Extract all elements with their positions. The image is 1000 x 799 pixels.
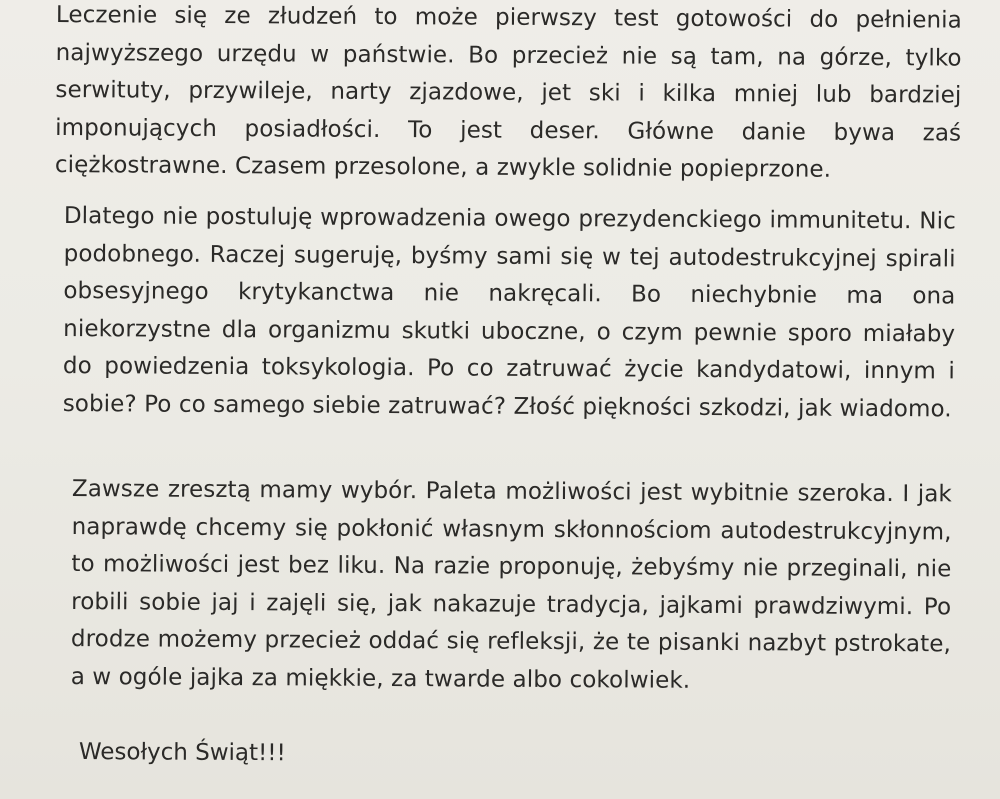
paragraph-2: Dlatego nie postuluję wprowadzenia owego prezydenckiego immunitetu. Nic podobnego. Raczej sugeruję, byśmy sami się w tej autodestrukcyjnej spirali obsesyjnego krytykanctwa nie nakręcali. Bo niechybnie ma ona niekorzystne dla organizmu skutki uboczne, o czym pewnie sporo miałaby do powiedzenia toksykologia. Po co zatruwać życie kandydatowi, innym i sobie? Po co samego siebie zatruwać? Złość piękności szkodzi, jak wiadomo. bbox=[62, 202, 956, 422]
closing-line: Wesołych Świąt!!! bbox=[78, 738, 286, 767]
paragraph-3: Zawsze zresztą mamy wybór. Paleta możliwości jest wybitnie szeroka. I jak naprawdę chcemy się pokłonić własnym skłonnościom autodestrukcyjnym, to możliwości jest bez liku. Na razie proponuję, żebyśmy nie przeginali, nie robili sobie jaj i zajęli się, jak nakazuje tradycja, jajkami prawdziwymi. Po drodze możemy przecież oddać się refleksji, że te pisanki nazbyt pstrokate, a w ogóle jajka za miękkie, za twarde albo cokolwiek. bbox=[70, 475, 952, 694]
paragraph-1: Leczenie się ze złudzeń to może pierwszy test gotowości do pełnienia najwyższego urzędu w państwie. Bo przecież nie są tam, na górze, tylko serwituty, przywileje, narty zjazdowe, jet ski i kilka mniej lub bardziej imponujących posiadłości. To jest deser. Główne danie bywa zaś ciężkostrawne. Czasem przesolone, a zwykle solidnie popieprzone. bbox=[54, 1, 962, 183]
